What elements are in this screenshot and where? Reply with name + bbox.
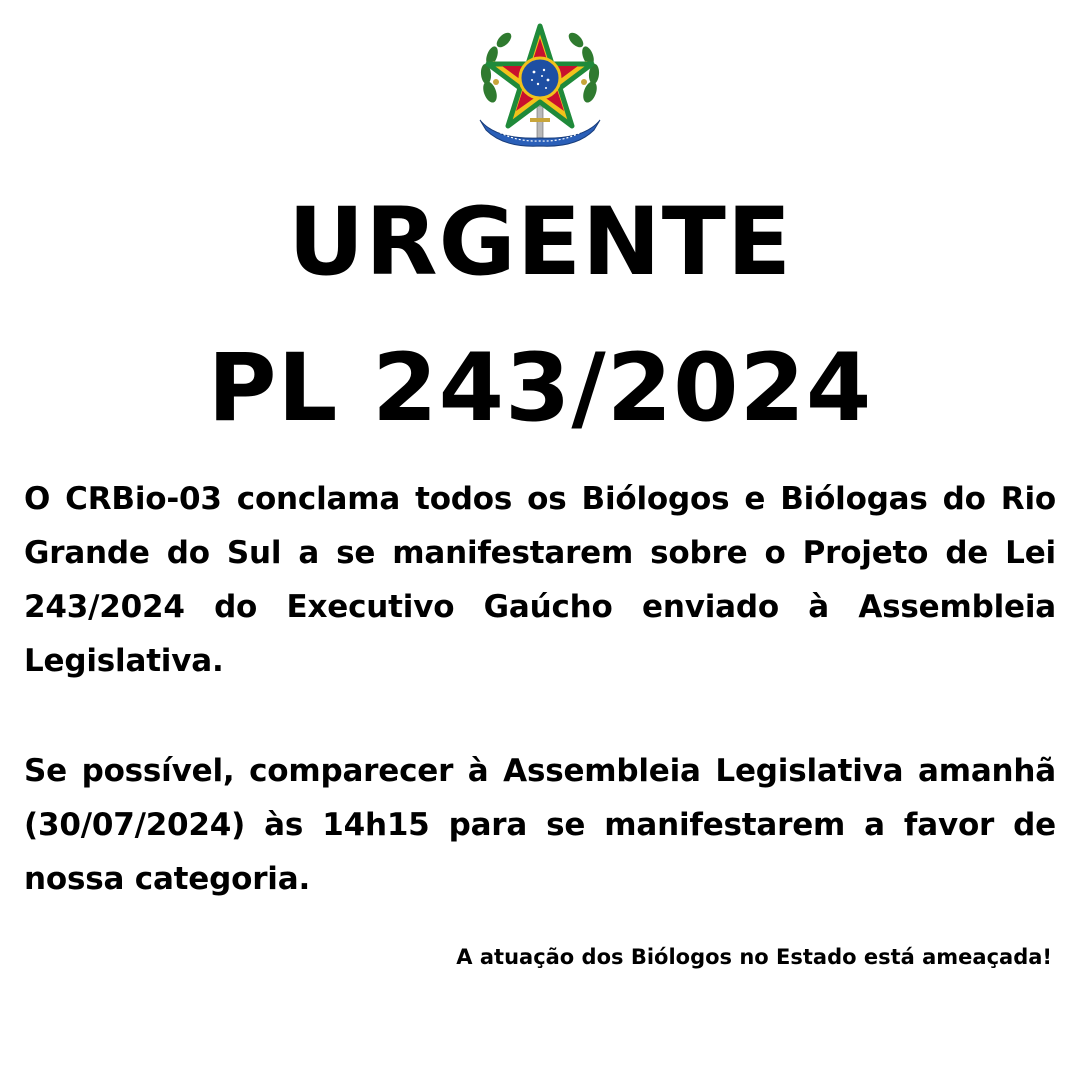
headline-urgente: URGENTE [287, 188, 793, 297]
footer-warning-note: A atuação dos Biólogos no Estado está ameaçada! [456, 945, 1052, 969]
headline-bill-number: PL 243/2024 [207, 334, 873, 443]
paragraph-call-to-action: O CRBio-03 conclama todos os Biólogos e Biólogas do Rio Grande do Sul a se manifestarem sobre o Projeto de Lei 243/2024 do Executivo Gaúcho enviado à Assembleia Legislativa. [24, 481, 1056, 679]
paragraph-attendance-request: Se possível, comparecer à Assembleia Legislativa amanhã (30/07/2024) às 14h15 para se manifestarem a favor de nossa categoria. [24, 753, 1056, 897]
brazil-coat-of-arms-icon [476, 22, 604, 148]
